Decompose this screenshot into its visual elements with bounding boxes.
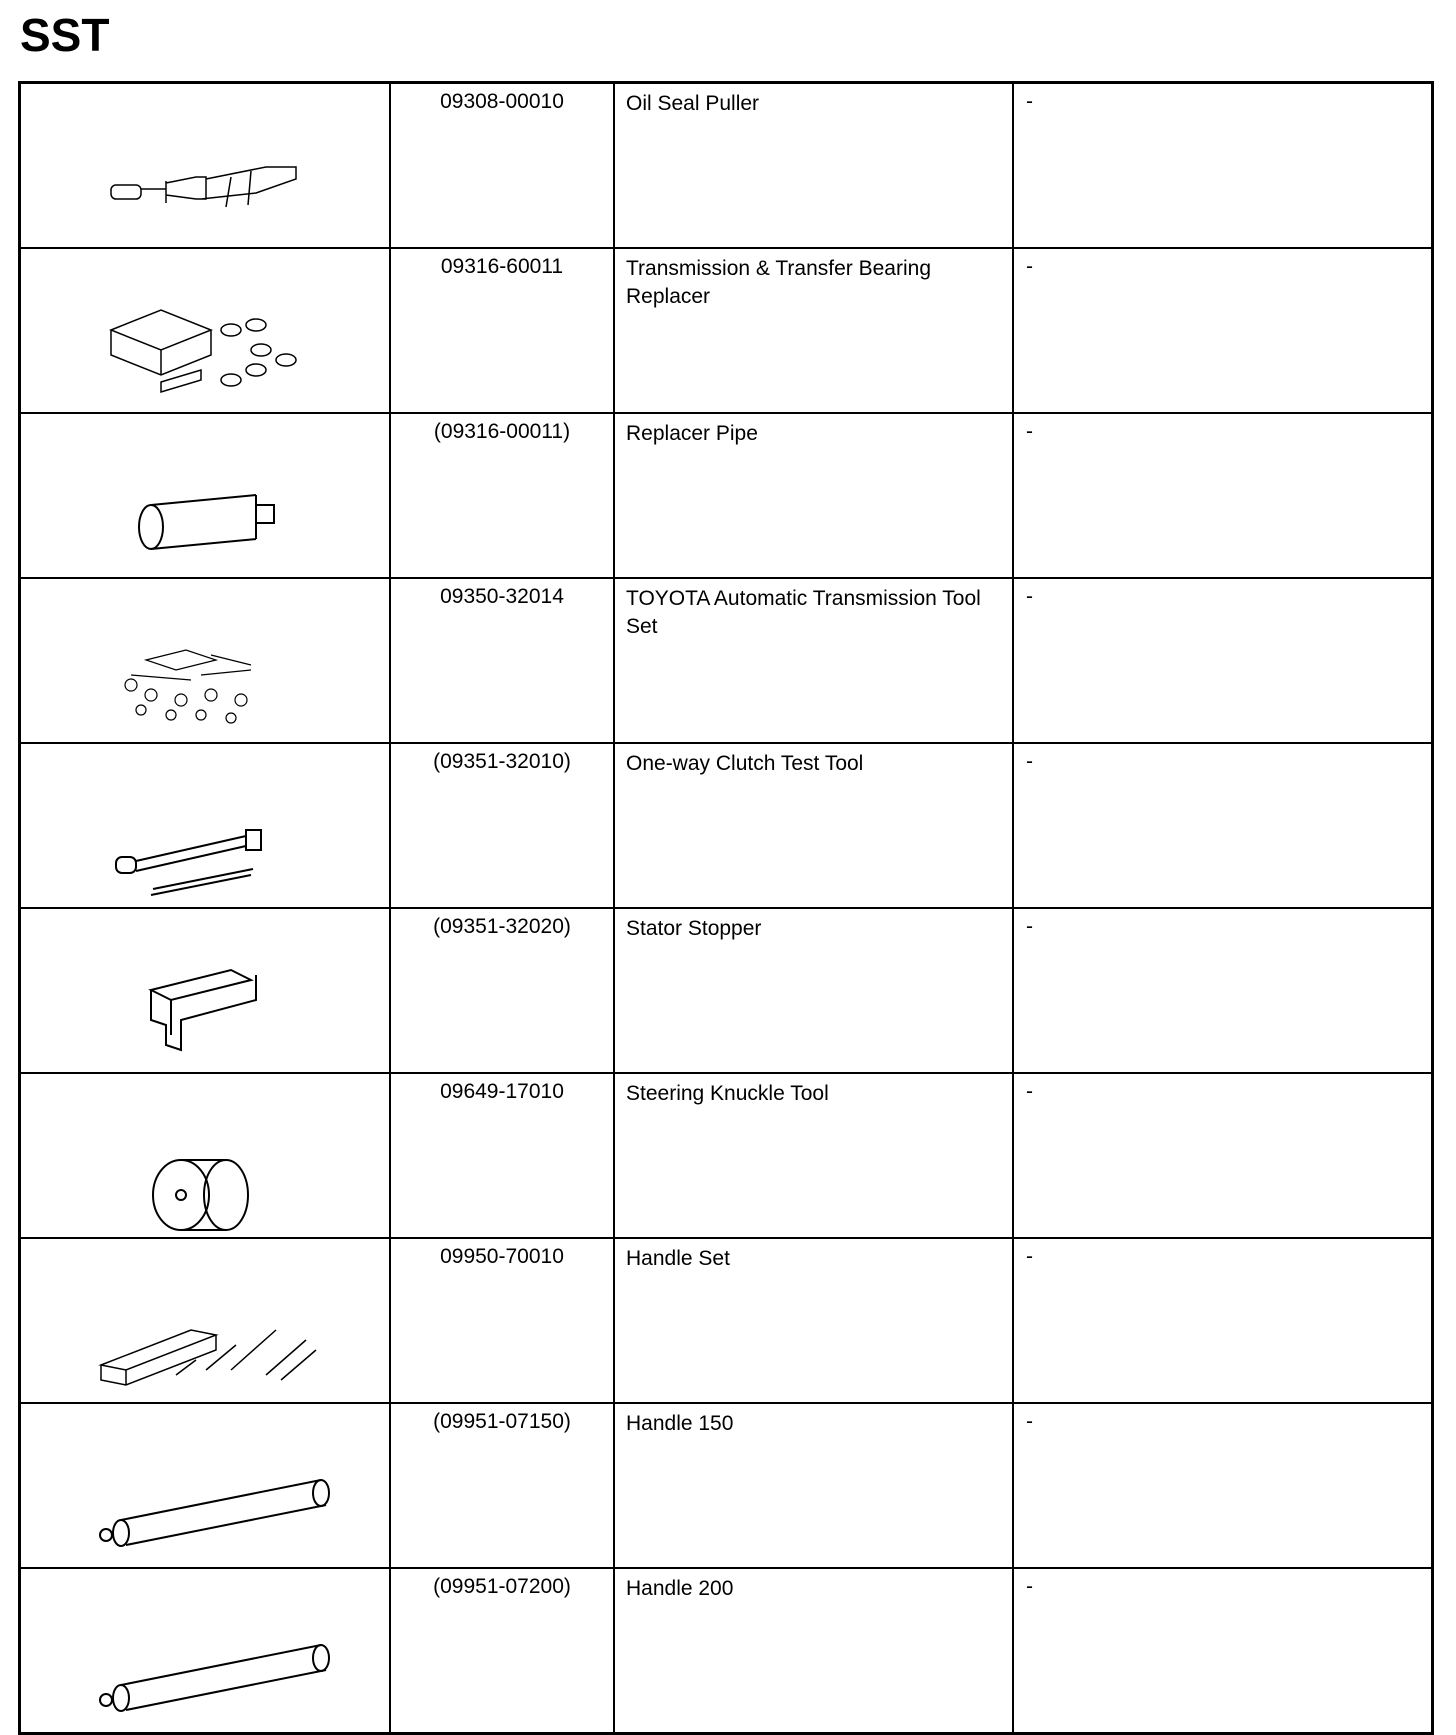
- tool-image-cell: [20, 908, 391, 1073]
- tool-name: Stator Stopper: [614, 908, 1013, 1073]
- part-number: 09350-32014: [390, 578, 614, 743]
- table-row: [20, 413, 1433, 578]
- part-number: (09951-07150): [390, 1403, 614, 1568]
- table-row: [20, 743, 1433, 908]
- handle-icon: [91, 1425, 351, 1565]
- tool-name: Handle 200: [614, 1568, 1013, 1734]
- tool-image-cell: [20, 743, 391, 908]
- replacer-pipe-icon: [91, 435, 351, 575]
- handle-icon: [91, 1590, 351, 1730]
- part-number: (09316-00011): [390, 413, 614, 578]
- part-number: (09351-32010): [390, 743, 614, 908]
- table-row: [20, 1403, 1433, 1568]
- part-number: 09308-00010: [390, 83, 614, 249]
- tool-image-cell: [20, 1403, 391, 1568]
- tool-note: -: [1013, 413, 1433, 578]
- tool-note: -: [1013, 578, 1433, 743]
- part-number: (09951-07200): [390, 1568, 614, 1734]
- tool-note: -: [1013, 1403, 1433, 1568]
- page-title: SST: [20, 9, 110, 61]
- part-number: 09316-60011: [390, 248, 614, 413]
- part-number: 09649-17010: [390, 1073, 614, 1238]
- clutch-test-tool-icon: [91, 765, 351, 905]
- table-row: [20, 578, 1433, 743]
- tool-note: -: [1013, 248, 1433, 413]
- oil-seal-puller-icon: [91, 105, 351, 245]
- sst-table: [18, 81, 1434, 1735]
- tool-name: Handle Set: [614, 1238, 1013, 1403]
- table-row: [20, 248, 1433, 413]
- knuckle-tool-icon: [91, 1095, 351, 1235]
- tool-name: Replacer Pipe: [614, 413, 1013, 578]
- tool-name: Steering Knuckle Tool: [614, 1073, 1013, 1238]
- tool-note: -: [1013, 1073, 1433, 1238]
- tool-set-icon: [91, 600, 351, 740]
- tool-image-cell: [20, 1568, 391, 1734]
- part-number: 09950-70010: [390, 1238, 614, 1403]
- tool-image-cell: [20, 413, 391, 578]
- stator-stopper-icon: [91, 930, 351, 1070]
- table-row: [20, 1568, 1433, 1734]
- bearing-replacer-set-icon: [91, 270, 351, 410]
- tool-name: TOYOTA Automatic Transmission Tool Set: [614, 578, 1013, 743]
- tool-name: Transmission & Transfer Bearing Replacer: [614, 248, 1013, 413]
- tool-note: -: [1013, 83, 1433, 249]
- tool-note: -: [1013, 743, 1433, 908]
- tool-name: Oil Seal Puller: [614, 83, 1013, 249]
- part-number: (09351-32020): [390, 908, 614, 1073]
- tool-name: Handle 150: [614, 1403, 1013, 1568]
- tool-note: -: [1013, 1568, 1433, 1734]
- tool-note: -: [1013, 908, 1433, 1073]
- table-row: [20, 83, 1433, 249]
- table-row: [20, 908, 1433, 1073]
- tool-image-cell: [20, 83, 391, 249]
- table-row: [20, 1073, 1433, 1238]
- table-row: [20, 1238, 1433, 1403]
- handle-set-icon: [91, 1260, 351, 1400]
- tool-image-cell: [20, 578, 391, 743]
- tool-image-cell: [20, 1073, 391, 1238]
- tool-name: One-way Clutch Test Tool: [614, 743, 1013, 908]
- tool-image-cell: [20, 1238, 391, 1403]
- tool-note: -: [1013, 1238, 1433, 1403]
- tool-image-cell: [20, 248, 391, 413]
